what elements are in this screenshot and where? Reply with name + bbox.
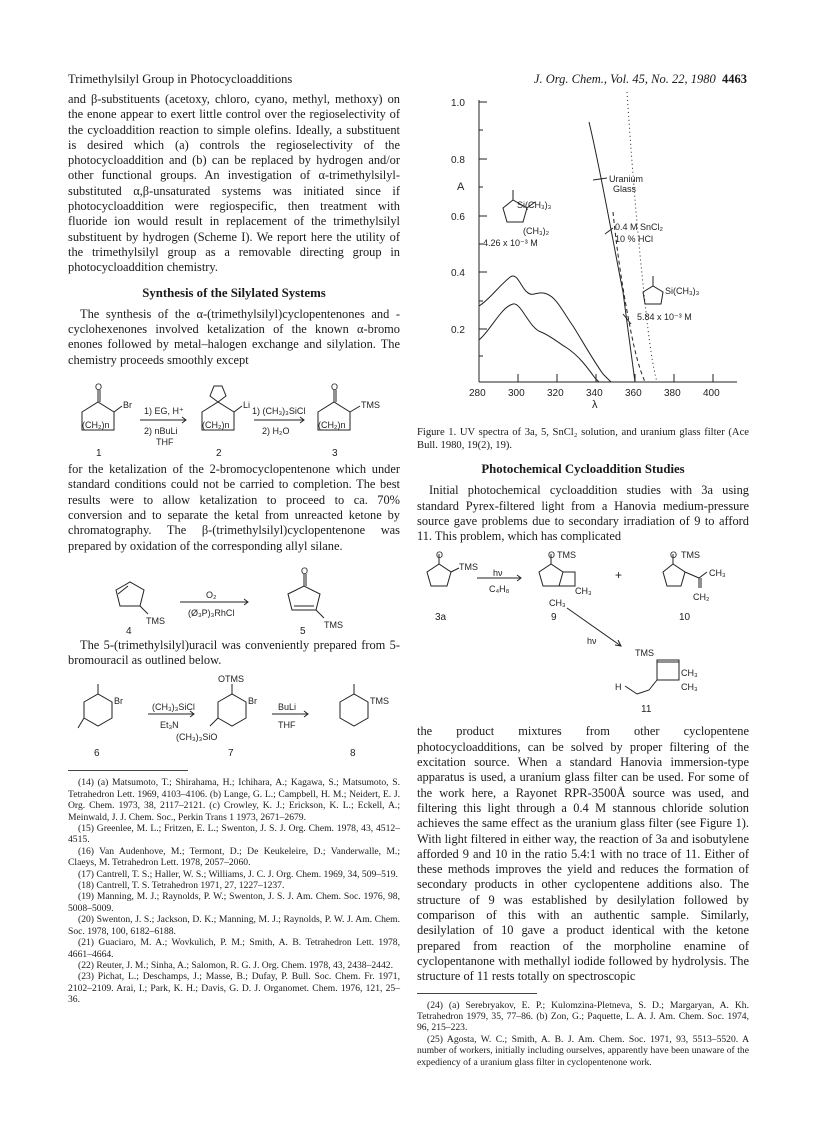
- right-column: [417, 92, 749, 1068]
- footnote: (17) Cantrell, T. S.; Haller, W. S.; Williams, J. C. J. Org. Chem. 1969, 34, 509–519.: [78, 868, 398, 880]
- annot-si-3a: Si(CH₃)₃: [517, 200, 552, 210]
- compound-5: 5: [300, 625, 306, 637]
- reagent-thf: THF: [278, 720, 296, 731]
- compound-6: 6: [94, 748, 100, 760]
- footnote: (21) Guaciaro, M. A.; Wovkulich, P. M.; Smith, A. B. Tetrahedron Lett. 1978, 4661–4664.: [68, 937, 400, 960]
- footnote-rule: [68, 770, 188, 771]
- y-tick-0-8: 0.8: [451, 155, 465, 166]
- ring-label-2: (CH₂)n: [202, 420, 230, 431]
- journal-name: J. Org. Chem., Vol. 45, No. 22, 1980: [533, 72, 716, 86]
- reagent-tmscl: (CH₃)₃SiCl: [152, 702, 195, 713]
- compound-7: 7: [228, 748, 234, 760]
- h-11: H: [615, 682, 622, 693]
- footnote: (22) Reuter, J. M.; Sinha, A.; Salomon, R. G. J. Org. Chem. 1978, 43, 2438–2442.: [78, 959, 393, 971]
- reagent-buli: BuLi: [278, 702, 297, 713]
- x-tick-400: 400: [703, 388, 720, 399]
- compound-2: 2: [216, 448, 222, 460]
- compound-3a: 3a: [435, 612, 447, 624]
- left-column: [68, 92, 400, 1006]
- scheme-oxidation-drawing: [68, 560, 400, 638]
- footnotes-right: [417, 1000, 749, 1068]
- footnote: (16) Van Audenhove, M.; Termont, D.; De Keukeleire, D.; Vanderwalle, M.; Claeys, M. Tetrahedron Lett. 1978, 2057–2060.: [68, 845, 400, 869]
- x-axis-name: λ: [592, 399, 598, 411]
- annot-sncl2: 0.4 M SnCl₂: [615, 222, 664, 232]
- annot-hcl: 10 % HCl: [615, 234, 654, 244]
- y-tick-0-6: 0.6: [451, 212, 465, 223]
- footnote: (14) (a) Matsumoto, T.; Shirahama, H.; Ichihara, A.; Kagawa, S.; Matsumoto, S. Tetrahedron Lett. 1969, 4103–4106. (b) Lange, G. L.; Campbell, H. M.; Neidert, E. J. Org. Chem. 1973, 38, 2117–2121. (c) Crowley, K. J.; Erickson, K. L.; Eckell, A.; Meinwald, J. J. Chem. Soc., Perkin Trans 1 1973, 2671–2679.: [68, 777, 400, 823]
- y-tick-1-0: 1.0: [451, 98, 465, 109]
- footnote-rule-right: [417, 993, 537, 994]
- compound-10: 10: [679, 612, 691, 624]
- section-title-photochemical: Photochemical Cycloaddition Studies: [481, 462, 685, 476]
- ch3sio-label: (CH₃)₃SiO: [176, 732, 218, 743]
- reagent-1-bottom: 2) nBuLi: [144, 426, 178, 437]
- solvent-label: C₄H₈: [489, 584, 510, 595]
- section-title-synthesis: Synthesis of the Silylated Systems: [142, 285, 326, 300]
- scheme-uracil: [68, 672, 400, 762]
- ring-label-3: (CH₂)n: [318, 420, 346, 431]
- li-label: Li: [243, 400, 251, 411]
- reagent-2-top: 1) (CH₃)₃SiCl: [252, 406, 306, 417]
- footnote: (20) Swenton, J. S.; Jackson, D. K.; Manning, M. J.; Raynolds, P. W. J. Am. Chem. Soc. 1978, 100, 6182–6188.: [68, 914, 400, 937]
- br-label-7: Br: [248, 696, 257, 707]
- journal-citation: [534, 72, 747, 87]
- photochem-paragraph: Initial photochemical cycloaddition studies with 3a using standard Pyrex-filtered light from a Hanovia medium-pressure source gave problems due to secondary irradiation of 9 to afford 11. This problem, which has complicated: [417, 483, 749, 544]
- ketalization-paragraph: for the ketalization of the 2-bromocyclopentenone which under standard conditions could not be carried to completion. The best results were to allow ketalization to proceed to ca. 70% conversion and to separate the ketal from unreacted ketone by chromatography. The β-(trimethylsilyl)cyclopentenone was prepared by oxidation of the corresponding allyl silane.: [68, 462, 400, 553]
- reagent-1-top: 1) EG, H⁺: [144, 406, 184, 417]
- hv-label-1: hν: [493, 568, 503, 579]
- ch3-10: CH₃: [709, 568, 726, 579]
- footnote: (15) Greenlee, M. L.; Fritzen, E. L.; Swenton, J. S. J. Org. Chem. 1978, 43, 4512–4515.: [68, 823, 400, 846]
- tms-10: TMS: [681, 550, 700, 561]
- scheme-photocycloaddition: O TMS hν C₄H₈ O TMS CH₃ CH₃ + O TMS CH₃ CH₂ 3a 9 10 hν TMS CH₃ CH₃ H 11: [417, 548, 749, 724]
- footnote: (23) Pichat, L.; Deschamps, J.; Masse, B.; Dufay, P. Bull. Soc. Chem. Fr. 1971, 2102–2109. Arai, I.; Park, K. H.; Davis, G. D. J. Organomet. Chem. 1976, 121, 25–36.: [68, 971, 400, 1006]
- ch3-11b: CH₃: [681, 682, 698, 693]
- compound-4: 4: [126, 625, 132, 637]
- tms-3a: TMS: [459, 562, 478, 573]
- x-tick-300: 300: [508, 388, 525, 399]
- reagent-rhcl: (Ø₃P)₃RhCl: [188, 607, 235, 618]
- intro-paragraph: and β-substituents (acetoxy, chloro, cyano, methyl, methoxy) on the enone appear to exert little control over the regioselectivity of the cycloaddition reaction to simple olefins. Ideally, a substituent is desired which (a) controls the regioselectivity of the photocycloaddition and (b) can be replaced by hydrogen and/or other functional groups. An investigation of α-trimethylsilyl-substituted α,β-unsaturated systems was initiated since if photocycloaddition were regiospecific, then treatment with fluoride ion would result in replacement of the trimethylsilyl substituent by hydrogen (Scheme I). We report here the utility of the trimethylsilyl group as a removable directing group in photocycloaddition chemistry.: [68, 92, 400, 275]
- footnote: (25) Agosta, W. C.; Smith, A. B. J. Am. Chem. Soc. 1971, 93, 5513–5520. A number of workers, initially including ourselves, apparently have been unaware of the expediency of a uranium glass filter in cyclopentenone work.: [417, 1033, 749, 1068]
- scheme-silylation: O Br (CH₂)n 1) EG, H⁺ 2) nBuLi THF Li (CH₂)n 1) (CH₃)₃SiCl 2) H₂O O TMS (CH₂)n 1 2 3: [68, 372, 400, 462]
- tms-9: TMS: [557, 550, 576, 561]
- ch3-11a: CH₃: [681, 668, 698, 679]
- annot-glass: Glass: [613, 184, 637, 194]
- annot-conc-3a: 4.26 x 10⁻³ M: [483, 238, 538, 248]
- filtering-paragraph: the product mixtures from other cyclopentene photocycloadditions, can be solved by proper filtering of the excitation source. When a standard Hanovia immersion-type apparatus is used, a uranium glass filter can be used. For some of the work here, a Rayonet RPR-3500Å source was used, and filtering this light through a 0.4 M stannous chloride solution achieves the same effect as the uranium glass filter (see Figure 1). With light filtered in either way, the reaction of 3a and isobutylene afforded 9 and 10 in the ratio 5.4:1 with no trace of 11. Either of these methods improves the yield and reduces the formation of secondary products in other cyclopentene additions also. The structure of 9 was established by desilylation followed by comparison of this with an authentic sample. Similarly, desilylation of 10 gave a product identical with the ketone prepared from reaction of the morpholine enamine of cyclopentanone with methallyl iodide followed by hydrolysis. The structure of 11 rests totally on spectroscopic: [417, 724, 749, 984]
- plus-sign: +: [615, 568, 623, 583]
- br-label-6: Br: [114, 696, 123, 707]
- footnotes-left: [68, 777, 400, 1005]
- y-tick-0-4: 0.4: [451, 268, 465, 279]
- reagent-2-bottom: 2) H₂O: [262, 426, 290, 437]
- footnote: (24) (a) Serebryakov, E. P.; Kulomzina-Pletneva, S. D.; Margaryan, A. Kh. Tetrahedron 1979, 35, 77–86. (b) Zon, G.; Paquette, L. A. J. Am. Chem. Soc. 1974, 96, 215–223.: [417, 999, 749, 1034]
- otms-label: OTMS: [218, 674, 244, 685]
- x-tick-380: 380: [664, 388, 681, 399]
- tms-label-4: TMS: [146, 615, 165, 626]
- ring-label-1: (CH₂)n: [82, 420, 110, 431]
- scheme-silylation-drawing: [68, 372, 400, 462]
- x-tick-320: 320: [547, 388, 564, 399]
- uracil-paragraph: The 5-(trimethylsilyl)uracil was conveniently prepared from 5-bromouracil as outlined below.: [68, 637, 400, 668]
- annot-conc-5: 5.84 x 10⁻³ M: [637, 312, 692, 322]
- figure-uv-spectra: [417, 92, 749, 422]
- annot-uranium: Uranium: [609, 174, 644, 184]
- page-number: 4463: [722, 72, 747, 86]
- x-tick-280: 280: [469, 388, 486, 399]
- compound-3: 3: [332, 448, 338, 460]
- y-tick-0-2: 0.2: [451, 325, 465, 336]
- br-label: Br: [123, 400, 132, 411]
- tms-11: TMS: [635, 648, 654, 659]
- compound-9: 9: [551, 612, 557, 624]
- tms-label: TMS: [361, 400, 380, 411]
- ch3-9a: CH₃: [575, 586, 592, 597]
- annot-ch3-3a: (CH₃)₂: [523, 226, 550, 236]
- figure-caption: Figure 1. UV spectra of 3a, 5, SnCl₂ solution, and uranium glass filter (Ace Bull. 1980, 19(2), 19).: [417, 427, 749, 451]
- reagent-et3n: Et₃N: [160, 720, 179, 731]
- hv-label-2: hν: [587, 636, 597, 647]
- x-tick-360: 360: [625, 388, 642, 399]
- tms-label-8: TMS: [370, 696, 389, 707]
- reagent-o2: O₂: [206, 589, 217, 600]
- y-axis-name: A: [457, 181, 465, 193]
- reagent-1-solvent: THF: [156, 437, 174, 448]
- x-tick-340: 340: [586, 388, 603, 399]
- ch2-10: CH₂: [693, 592, 710, 603]
- ch3-9b: CH₃: [549, 598, 566, 609]
- running-title: Trimethylsilyl Group in Photocycloadditions: [68, 72, 293, 86]
- tms-label-5: TMS: [324, 619, 343, 630]
- footnote: (19) Manning, M. J.; Raynolds, P. W.; Swenton, J. S. J. Am. Chem. Soc. 1976, 98, 5008–5009.: [68, 891, 400, 914]
- annot-si-5: Si(CH₃)₃: [665, 286, 700, 296]
- compound-8: 8: [350, 748, 356, 760]
- synthesis-paragraph: The synthesis of the α-(trimethylsilyl)cyclopentenones and -cyclohexenones involved ketalization of the known α-bromo enones followed by metal–halogen exchange and silylation. The chemistry proceeds smoothly except: [68, 306, 400, 367]
- compound-1: 1: [96, 448, 102, 460]
- uv-spectra-plot: [417, 92, 749, 422]
- footnote: (18) Cantrell, T. S. Tetrahedron 1971, 27, 1227–1237.: [78, 880, 285, 892]
- compound-11: 11: [641, 704, 652, 716]
- scheme-oxidation: TMS O₂ (Ø₃P)₃RhCl O TMS 4 5: [68, 560, 400, 638]
